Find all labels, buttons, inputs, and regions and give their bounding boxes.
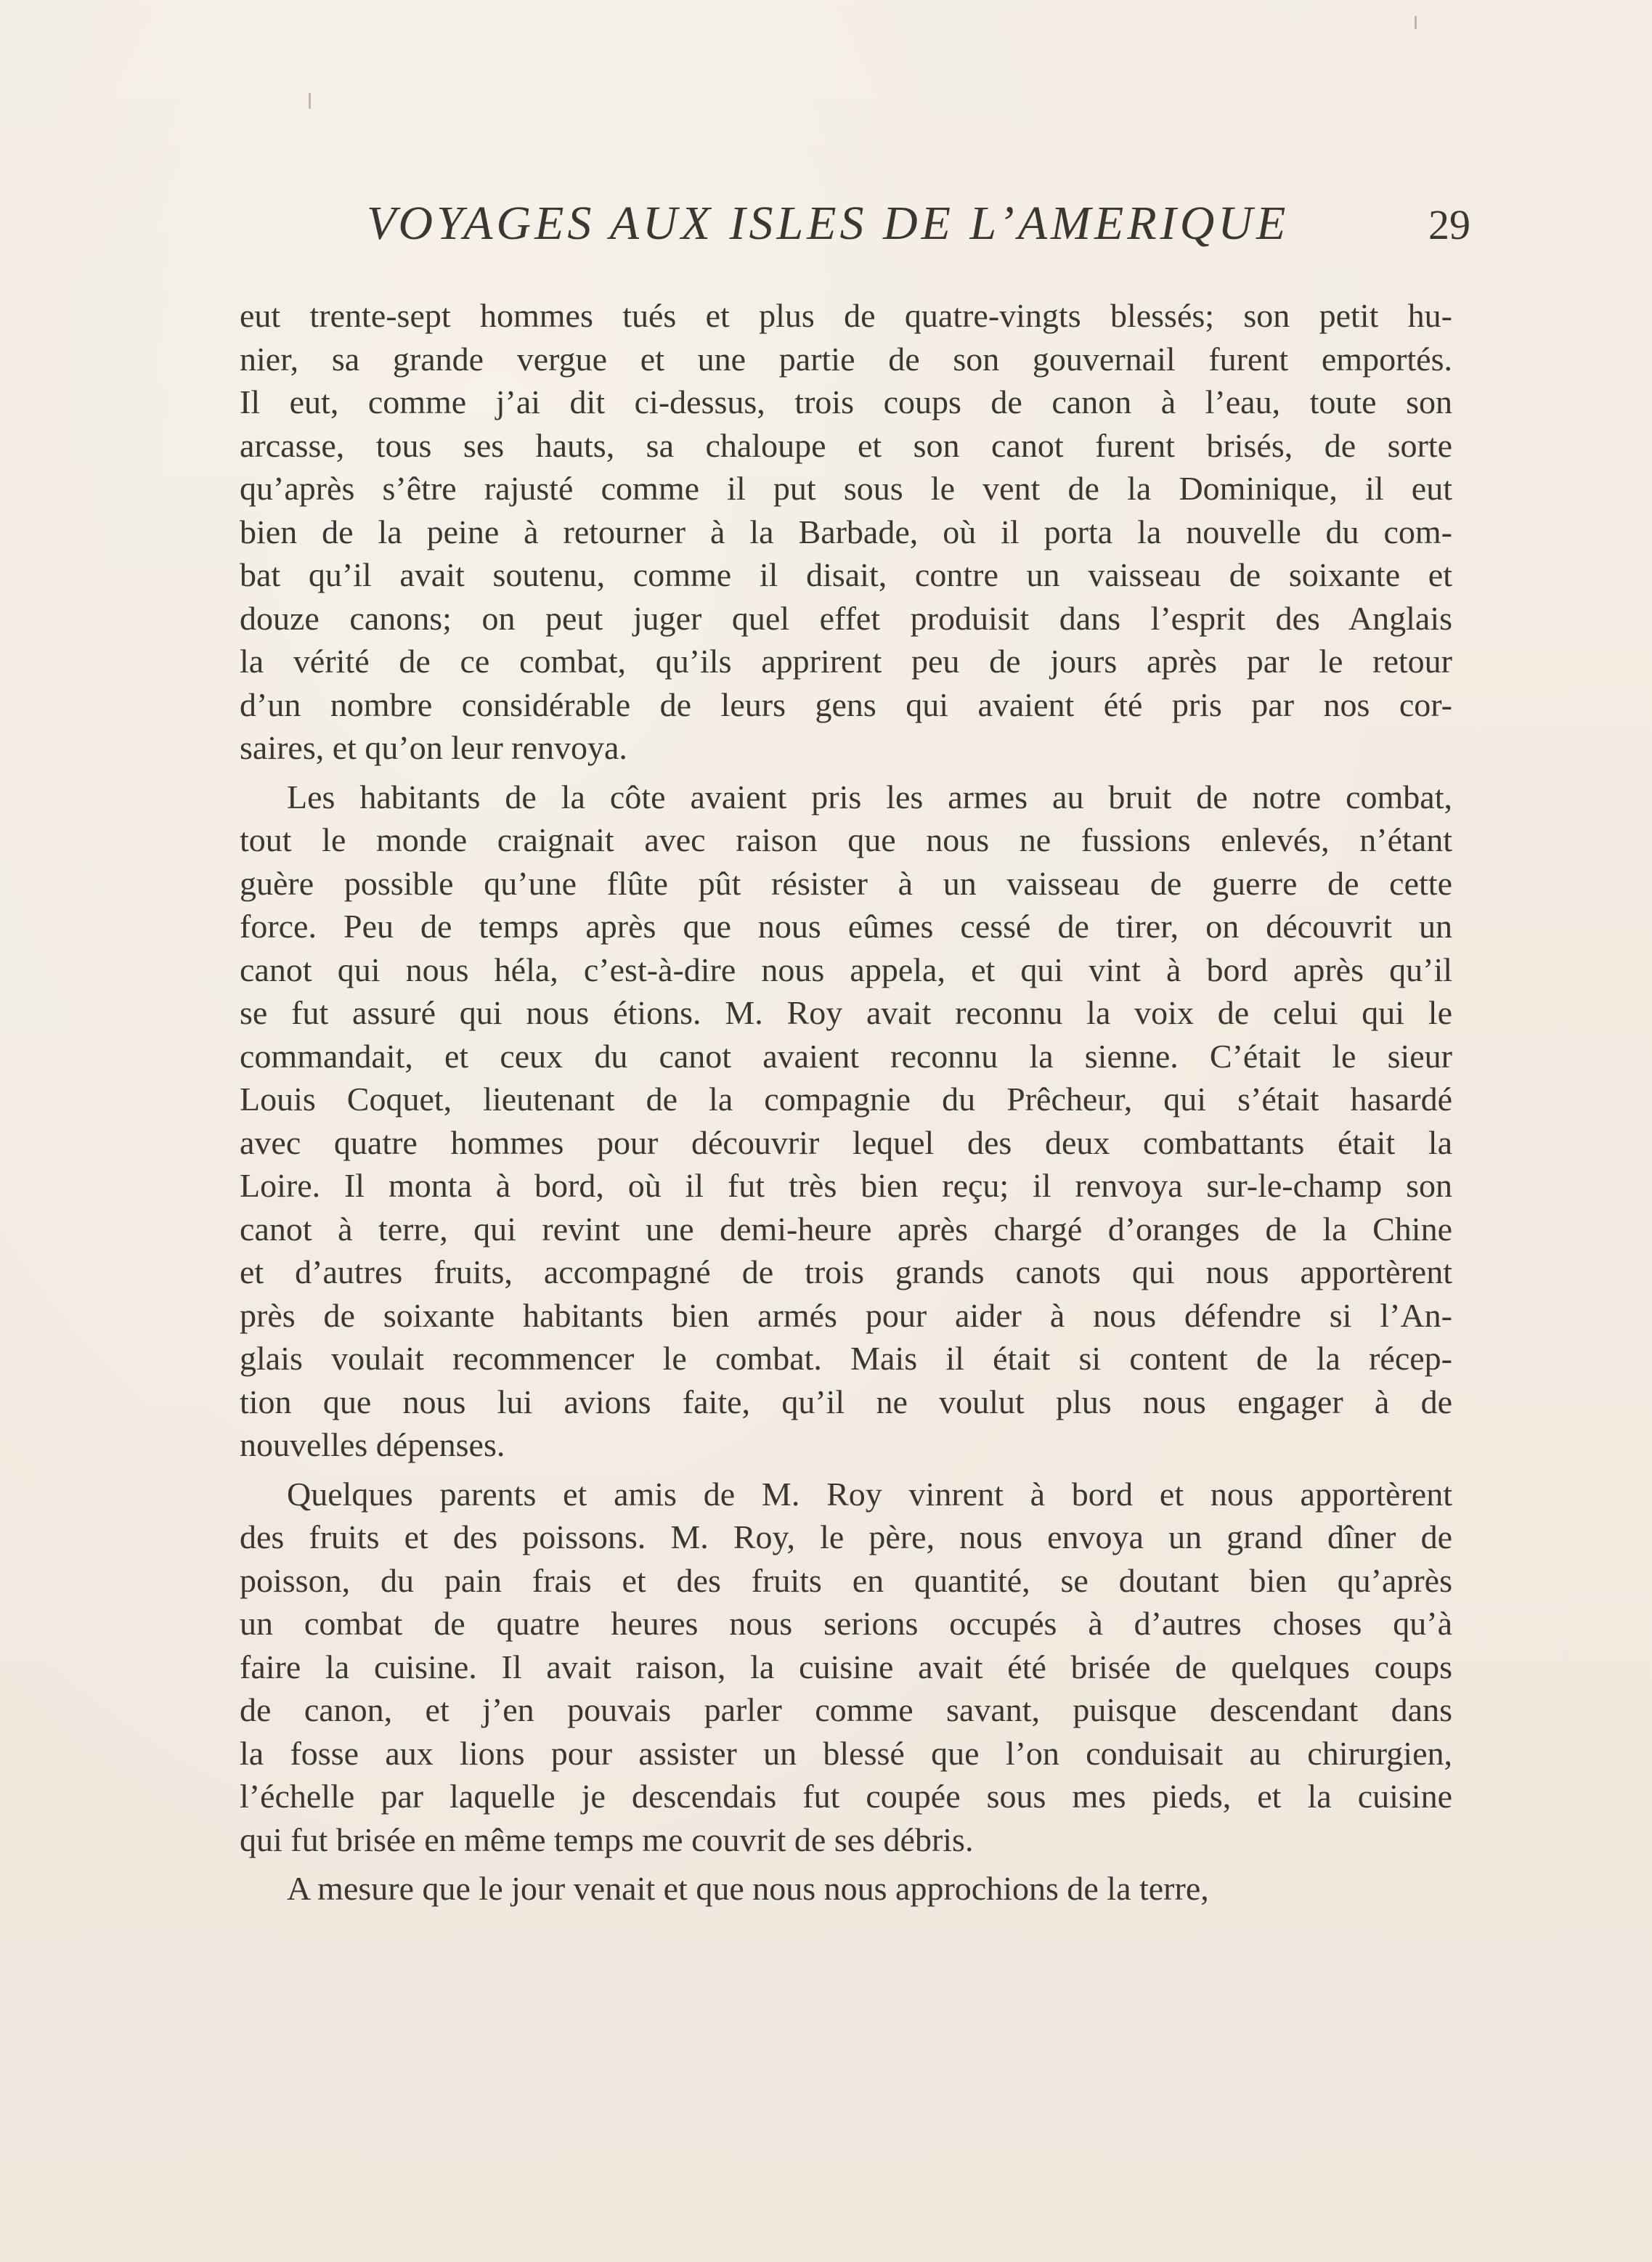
text-line: commandait, et ceux du canot avaient reconnu la sienne. C’était le sieur — [240, 1037, 1452, 1075]
body-text — [240, 294, 1452, 1911]
text-line: un combat de quatre heures nous serions occupés à d’autres choses qu’à — [240, 1605, 1452, 1642]
text-line: faire la cuisine. Il avait raison, la cuisine avait été brisée de quelques coups — [240, 1648, 1452, 1685]
paper-speck — [1415, 16, 1417, 29]
text-line: la fosse aux lions pour assister un blessé que l’on conduisait au chirurgien, — [240, 1734, 1452, 1772]
text-line: des fruits et des poissons. M. Roy, le père, nous envoya un grand dîner de — [240, 1518, 1452, 1555]
running-title: VOYAGES AUX ISLES DE L’AMERIQUE — [367, 197, 1290, 250]
paragraph — [240, 776, 1452, 1467]
text-line: poisson, du pain frais et des fruits en quantité, se doutant bien qu’après — [240, 1561, 1452, 1599]
text-line: bien de la peine à retourner à la Barbade, où il porta la nouvelle du com- — [240, 513, 1452, 550]
text-line: guère possible qu’une flûte pût résister à un vaisseau de guerre de cette — [240, 864, 1452, 902]
text-line: Les habitants de la côte avaient pris les armes au bruit de notre combat, — [287, 778, 1452, 815]
text-line: eut trente-sept hommes tués et plus de quatre-vingts blessés; son petit hu- — [240, 297, 1452, 334]
text-line: tion que nous lui avions faite, qu’il ne voulut plus nous engager à de — [240, 1383, 1452, 1420]
text-line: douze canons; on peut juger quel effet produisit dans l’esprit des Anglais — [240, 599, 1452, 637]
text-line: Quelques parents et amis de M. Roy vinrent à bord et nous apportèrent — [287, 1475, 1452, 1513]
text-line: canot à terre, qui revint une demi-heure après chargé d’oranges de la Chine — [240, 1210, 1452, 1248]
text-line: se fut assuré qui nous étions. M. Roy avait reconnu la voix de celui qui le — [240, 994, 1452, 1031]
text-line: qui fut brisée en même temps me couvrit de ses débris. — [240, 1820, 974, 1858]
text-line: glais voulait recommencer le combat. Mais il était si content de la récep- — [240, 1340, 1452, 1377]
text-line: nouvelles dépenses. — [240, 1426, 505, 1463]
text-line: près de soixante habitants bien armés pour aider à nous défendre si l’An- — [240, 1296, 1452, 1334]
text-line: tout le monde craignait avec raison que nous ne fussions enlevés, n’étant — [240, 821, 1452, 858]
text-line: Loire. Il monta à bord, où il fut très bien reçu; il renvoya sur-le-champ son — [240, 1167, 1452, 1204]
text-line: qu’après s’être rajusté comme il put sous le vent de la Dominique, il eut — [240, 470, 1452, 507]
paragraph — [240, 294, 1452, 770]
paper-speck — [309, 93, 311, 109]
text-line: d’un nombre considérable de leurs gens qui avaient été pris par nos cor- — [240, 685, 1452, 723]
text-line: A mesure que le jour venait et que nous nous approchions de la terre, — [287, 1870, 1209, 1907]
text-line: nier, sa grande vergue et une partie de son gouvernail furent emportés. — [240, 340, 1452, 378]
text-line: canot qui nous héla, c’est-à-dire nous appela, et qui vint à bord après qu’il — [240, 951, 1452, 988]
text-line: de canon, et j’en pouvais parler comme savant, puisque descendant dans — [240, 1691, 1452, 1728]
text-line: Il eut, comme j’ai dit ci-dessus, trois coups de canon à l’eau, toute son — [240, 383, 1452, 420]
text-line: l’échelle par laquelle je descendais fut coupée sous mes pieds, et la cuisine — [240, 1778, 1452, 1815]
text-line: Louis Coquet, lieutenant de la compagnie du Prêcheur, qui s’était hasardé — [240, 1081, 1452, 1118]
text-line: avec quatre hommes pour découvrir lequel des deux combattants était la — [240, 1123, 1452, 1161]
text-line: saires, et qu’on leur renvoya. — [240, 729, 627, 766]
text-line: et d’autres fruits, accompagné de trois grands canots qui nous apportèrent — [240, 1253, 1452, 1290]
text-line: bat qu’il avait soutenu, comme il disait, contre un vaisseau de soixante et — [240, 556, 1452, 593]
running-head — [367, 196, 1470, 261]
paragraph — [240, 1473, 1452, 1862]
paragraph — [240, 1867, 1452, 1911]
text-line: arcasse, tous ses hauts, sa chaloupe et son canot furent brisés, de sorte — [240, 426, 1452, 464]
text-line: force. Peu de temps après que nous eûmes cessé de tirer, on découvrit un — [240, 908, 1452, 945]
text-line: la vérité de ce combat, qu’ils apprirent peu de jours après par le retour — [240, 643, 1452, 680]
page-number: 29 — [1428, 201, 1470, 248]
